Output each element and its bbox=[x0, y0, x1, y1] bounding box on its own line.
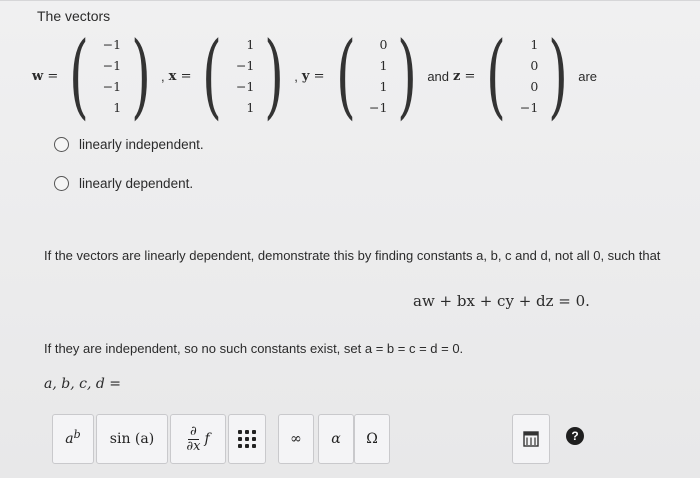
left-paren: ( bbox=[69, 22, 90, 129]
vector-label-x: x = bbox=[168, 68, 192, 84]
vector-y-entry: 1 bbox=[379, 58, 388, 73]
power-button[interactable] bbox=[52, 414, 94, 464]
alpha-button[interactable] bbox=[318, 414, 354, 464]
partial-fraction bbox=[186, 425, 200, 454]
vector-w-entry: −1 bbox=[102, 37, 122, 52]
power-base: a bbox=[65, 431, 74, 447]
vector-x-entry: −1 bbox=[235, 79, 255, 94]
separator: , bbox=[161, 68, 165, 84]
vector-x-column bbox=[230, 34, 256, 118]
vector-y-entry: 0 bbox=[379, 37, 388, 52]
vector-z-entry: 0 bbox=[530, 79, 539, 94]
matrix-icon bbox=[238, 430, 256, 448]
vector-y-entry: −1 bbox=[368, 100, 388, 115]
partial-numerator: ∂ bbox=[190, 423, 197, 439]
vector-x-entry: −1 bbox=[235, 58, 255, 73]
independent-note: If they are independent, so no such constants exist, set a = b = c = d = 0. bbox=[44, 341, 464, 356]
right-paren: ) bbox=[548, 22, 569, 129]
vector-z-entry: 1 bbox=[530, 37, 539, 52]
vector-label-w: w = bbox=[32, 68, 59, 84]
vector-label-y: y = bbox=[301, 68, 325, 84]
partial-function: f bbox=[204, 431, 210, 447]
vector-x-entry: 1 bbox=[246, 37, 255, 52]
vector-w-entry: −1 bbox=[102, 79, 122, 94]
vector-w-entry: −1 bbox=[102, 58, 122, 73]
separator: and bbox=[427, 68, 450, 84]
radio-button[interactable] bbox=[54, 137, 69, 152]
right-paren: ) bbox=[264, 22, 285, 129]
left-paren: ( bbox=[335, 22, 356, 129]
omega-button[interactable] bbox=[354, 414, 390, 464]
partial-denominator: ∂x bbox=[186, 438, 201, 454]
matrix-button[interactable] bbox=[228, 414, 266, 464]
alpha-symbol: α bbox=[331, 431, 341, 447]
separator: , bbox=[294, 68, 298, 84]
question-title: The vectors bbox=[37, 8, 111, 24]
keyboard-button[interactable] bbox=[512, 414, 550, 464]
right-paren: ) bbox=[397, 22, 418, 129]
vector-z-column bbox=[514, 34, 540, 118]
vector-z-entry: −1 bbox=[519, 100, 539, 115]
math-toolbar bbox=[52, 414, 600, 464]
option-dependent[interactable] bbox=[54, 176, 193, 191]
help-icon[interactable]: ? bbox=[566, 427, 584, 445]
omega-symbol: Ω bbox=[366, 431, 378, 447]
option-label: linearly independent. bbox=[79, 137, 204, 152]
equation-text: aw + bx + cy + dz = 0. bbox=[413, 292, 590, 310]
vector-y-column bbox=[363, 34, 389, 118]
right-paren: ) bbox=[131, 22, 151, 129]
separator: are bbox=[578, 68, 598, 84]
left-paren: ( bbox=[486, 22, 507, 129]
top-divider bbox=[0, 0, 700, 1]
infinity-button[interactable] bbox=[278, 414, 314, 464]
vector-y-entry: 1 bbox=[379, 79, 388, 94]
infinity-symbol: ∞ bbox=[290, 431, 302, 447]
vector-definitions bbox=[32, 22, 601, 129]
option-label: linearly dependent. bbox=[79, 176, 194, 191]
power-exponent: b bbox=[73, 427, 81, 441]
option-independent[interactable] bbox=[54, 137, 204, 152]
sin-button[interactable] bbox=[96, 414, 168, 464]
answer-label: a, b, c, d = bbox=[44, 376, 121, 392]
left-paren: ( bbox=[202, 22, 223, 129]
vector-label-z: z = bbox=[453, 68, 476, 84]
vector-w-entry: 1 bbox=[113, 100, 122, 115]
vector-z-entry: 0 bbox=[530, 58, 539, 73]
sin-label: sin (a) bbox=[109, 431, 155, 447]
vector-x-entry: 1 bbox=[246, 100, 255, 115]
calculator-icon bbox=[523, 431, 539, 447]
vector-w-column bbox=[97, 34, 123, 118]
partial-derivative-button[interactable] bbox=[170, 414, 226, 464]
instruction-text: If the vectors are linearly dependent, demonstrate this by finding constants a, b, c and d, not all 0, such that bbox=[44, 248, 661, 263]
radio-button[interactable] bbox=[54, 176, 69, 191]
